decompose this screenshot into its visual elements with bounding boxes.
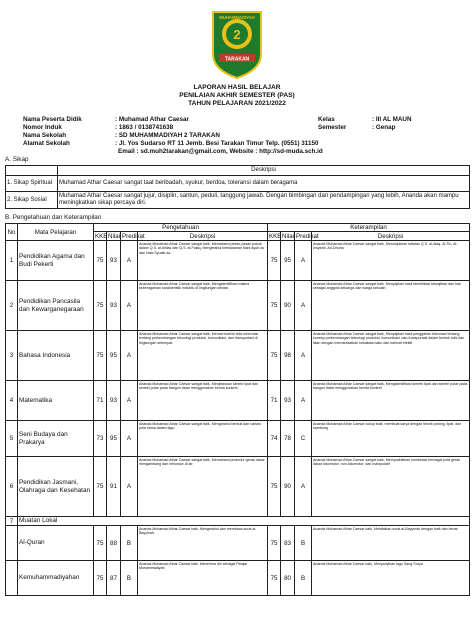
row-desc-pengetahuan: Ananda Muhamad Athar Caesar sangat baik, Mengetahui bentuk dan variasi pola irama dalam lagu. — [138, 421, 268, 457]
table-row — [6, 421, 470, 457]
header-kkb-2: KKB — [269, 232, 282, 240]
attitude-text: Muhamad Athar Caesar sangat jujur, disiplin, santun, peduli, tanggung jawab. Dengan bimbingan dan pendampingan yang lebih, Ananda akan mampu meningkatkan sikap percaya diri. — [58, 192, 470, 209]
row-kkb: 71 — [94, 381, 107, 421]
row-kkb-2: 75 — [268, 561, 281, 596]
row-predikat-2: A — [295, 281, 312, 331]
header-nilai: Nilai — [108, 232, 121, 240]
row-predikat-2: C — [295, 421, 312, 457]
row-nilai-2: 95 — [281, 241, 295, 281]
nis-value: : 1863 / 0138741638 — [115, 124, 174, 131]
school-value: : SD MUHAMMADIYAH 2 TARAKAN — [115, 132, 220, 139]
name-label: Nama Peserta Didik — [23, 116, 82, 123]
row-no: 5 — [6, 421, 18, 457]
email-value: Email : sd.muh2tarakan@gmail.com, Website : http://sd-muda.sch.id — [118, 148, 323, 155]
row-nilai-2: 98 — [281, 331, 295, 381]
header-deskripsi: Deskripsi — [138, 232, 268, 241]
row-kkb-2: 75 — [268, 281, 281, 331]
row-predikat-2: B — [295, 561, 312, 596]
row-no: 4 — [6, 381, 18, 421]
header-no: No — [6, 224, 18, 241]
table-row — [6, 331, 470, 381]
row-nilai: 95 — [107, 421, 121, 457]
row-nilai: 87 — [107, 561, 121, 596]
school-logo — [209, 8, 265, 80]
grades-table — [5, 223, 470, 596]
table-row — [6, 381, 470, 421]
row-desc-pengetahuan: Ananda Muhamad Athar Caesar sangat baik, Menjelaskan simetri lipat dan simetri putar pada bangun datar menggunakan benda konkret. — [138, 381, 268, 421]
row-subject: Muatan Lokal — [18, 517, 470, 526]
report-title: LAPORAN HASIL BELAJAR — [193, 84, 281, 91]
attitude-desc-header: Deskripsi — [58, 166, 470, 176]
row-nilai-2: 83 — [281, 526, 295, 561]
school-label: Nama Sekolah — [23, 132, 67, 139]
row-subject: Pendidikan Agama dan Budi Pekerti — [18, 241, 94, 281]
address-label: Alamat Sekolah — [23, 140, 70, 147]
header-predikat-2: Predikat — [296, 232, 319, 240]
row-desc-pengetahuan: Ananda Muhamad Athar Caesar sangat baik, Memahami pesan-pesan pokok dalam Q.S. al-Ikhlas dan Q.S. al-Falaq, Mengetahui keteladanan Nabi Ayub as dan Nabi Syuaib as. — [138, 241, 268, 281]
header-pengetahuan: Pengetahuan — [94, 224, 268, 232]
row-predikat: A — [121, 457, 138, 517]
row-predikat: A — [121, 241, 138, 281]
row-desc-keterampilan: Ananda Muhamad Athar Caesar baik, Menyanyikan lagu Sang Surya — [312, 561, 470, 596]
row-desc-keterampilan: Ananda Muhamad Athar Caesar sangat baik, Menyajikan hasil penggalian informasi tentang konsep perkembangan teknologi produksi, komunikasi, dan transportasi dalam bentuk tulis dan lisan dengan memanfaatkan kosakata baku dan kalimat efektif — [312, 331, 470, 381]
table-row — [6, 561, 470, 596]
section-b-title: B. Pengetahuan dan Keterampilan — [5, 214, 102, 221]
table-row — [6, 526, 470, 561]
row-nilai: 95 — [107, 331, 121, 381]
address-value: : Jl. Yos Sudarso RT 11 Jemb. Besi Tarakan Timur Telp. (0551) 31150 — [115, 140, 319, 147]
class-label: Kelas — [318, 116, 335, 123]
row-predikat: B — [121, 561, 138, 596]
row-predikat-2: A — [295, 381, 312, 421]
row-nilai-2: 78 — [281, 421, 295, 457]
row-nilai: 93 — [107, 241, 121, 281]
row-predikat-2: A — [295, 241, 312, 281]
table-row — [6, 241, 470, 281]
row-desc-keterampilan: Ananda Muhamad Athar Caesar sangat baik, Menyajikan hasil identifikasi kewajiban dan hak sebagai anggota keluarga dan warga sekolah — [312, 281, 470, 331]
row-predikat-2: B — [295, 526, 312, 561]
row-kkb: 73 — [94, 421, 107, 457]
row-subject: Matematika — [18, 381, 94, 421]
row-nilai-2: 80 — [281, 561, 295, 596]
table-row — [6, 281, 470, 331]
header-nilai-2: Nilai — [282, 232, 295, 240]
semester-value: : Genap — [372, 124, 396, 131]
nis-label: Nomor Induk — [23, 124, 62, 131]
header-subject: Mata Pelajaran — [18, 224, 94, 241]
attitude-table — [5, 165, 470, 209]
row-predikat: A — [121, 381, 138, 421]
row-nilai-2: 90 — [281, 457, 295, 517]
name-value: : Muhamad Athar Caesar — [115, 116, 189, 123]
row-predikat: A — [121, 281, 138, 331]
row-subject: Al-Quran — [18, 526, 94, 561]
report-subtitle: PENILAIAN AKHIR SEMESTER (PAS) — [179, 92, 295, 99]
row-desc-keterampilan: Ananda Muhamad Athar Caesar sangat baik, Menunjukkan hafalan Q.S. al-Alaq, Al-Tin, Al-Insyirah, Ad-Dhuha — [312, 241, 470, 281]
section-a-title: A. Sikap — [5, 156, 29, 163]
semester-label: Semester — [318, 124, 347, 131]
row-kkb-2: 71 — [268, 381, 281, 421]
row-desc-pengetahuan: Ananda Muhamad Athar Caesar sangat baik, Mencermati isi teks informasi tentang perkembangan teknologi produksi, komunikasi, dan transportasi di lingkungan setempat. — [138, 331, 268, 381]
row-no — [6, 561, 18, 596]
row-desc-keterampilan: Ananda Muhamad Athar Caesar sangat baik, Mempraktikkan kombinasi berbagai pola gerak dasar lokomotor, non-lokomotor, dan manipulatif — [312, 457, 470, 517]
row-predikat-2: A — [295, 457, 312, 517]
header-predikat: Predikat — [122, 232, 145, 240]
row-kkb-2: 74 — [268, 421, 281, 457]
row-desc-pengetahuan: Ananda Muhamad Athar Caesar baik, Menerima diri sebagai Pelajar Muhammadiyah — [138, 561, 268, 596]
row-subject: Kemuhammadiyahan — [18, 561, 94, 596]
report-year: TAHUN PELAJARAN 2021/2022 — [188, 100, 286, 107]
row-subject: Pendidikan Jasmani, Olahraga dan Kesehatan — [18, 457, 94, 517]
row-no: 3 — [6, 331, 18, 381]
row-nilai-2: 93 — [281, 381, 295, 421]
row-no: 7 — [6, 517, 18, 526]
row-kkb-2: 75 — [268, 526, 281, 561]
row-kkb: 75 — [94, 526, 107, 561]
row-kkb-2: 75 — [268, 457, 281, 517]
row-subject: Seni Budaya dan Prakarya — [18, 421, 94, 457]
row-desc-keterampilan: Ananda Muhamad Athar Caesar cukup baik, membuat karya dengan teknik potong, lipat, dan sambung — [312, 421, 470, 457]
logo-top-text: MUHAMMADIYAH — [219, 15, 255, 20]
row-kkb: 75 — [94, 281, 107, 331]
row-kkb: 75 — [94, 561, 107, 596]
row-predikat: B — [121, 526, 138, 561]
header-deskripsi-2: Deskripsi — [312, 232, 470, 241]
row-kkb-2: 75 — [268, 241, 281, 281]
attitude-label: 2. Sikap Sosial — [6, 192, 58, 209]
attitude-label: 1. Sikap Spiritual — [6, 176, 58, 192]
row-kkb: 75 — [94, 241, 107, 281]
row-desc-pengetahuan: Ananda Muhamad Athar Caesar sangat baik, Memahami prosedur gerak dasar mengambang dan meluncur di air. — [138, 457, 268, 517]
row-no: 2 — [6, 281, 18, 331]
row-subject: Bahasa Indonesia — [18, 331, 94, 381]
class-value: : III AL MAUN — [372, 116, 412, 123]
row-predikat: A — [121, 331, 138, 381]
table-row — [6, 457, 470, 517]
row-kkb: 75 — [94, 457, 107, 517]
row-nilai: 88 — [107, 526, 121, 561]
row-nilai: 93 — [107, 281, 121, 331]
row-no: 1 — [6, 241, 18, 281]
row-desc-keterampilan: Ananda Muhamad Athar Caesar baik, Melafalkan surat al-Bayyinah dengan baik dan benar — [312, 526, 470, 561]
row-desc-keterampilan: Ananda Muhamad Athar Caesar sangat baik, Mengidentifikasi simetri lipat dan simetri putar pada bangun datar menggunakan benda konkret — [312, 381, 470, 421]
row-no: 6 — [6, 457, 18, 517]
attitude-text: Muhamad Athar Caesar sangat taat beribadah, syukur, berdoa, toleransi dalam beragama — [58, 176, 470, 192]
row-desc-pengetahuan: Ananda Muhamad Athar Caesar sangat baik, Mengidentifikasi makna keberagaman karakteristik individu di lingkungan sekitar. — [138, 281, 268, 331]
header-kkb: KKB — [95, 232, 108, 240]
table-row — [6, 517, 470, 526]
row-predikat-2: A — [295, 331, 312, 381]
row-kkb-2: 75 — [268, 331, 281, 381]
row-nilai: 91 — [107, 457, 121, 517]
header-keterampilan: Keterampilan — [268, 224, 470, 232]
row-nilai: 93 — [107, 381, 121, 421]
attitude-corner-cell — [6, 166, 58, 176]
logo-bottom-text: TARAKAN — [224, 56, 250, 63]
row-desc-pengetahuan: Ananda Muhamad Athar Caesar baik, Mengetahui dan membaca surat al-Bayyinah. — [138, 526, 268, 561]
row-subject: Pendidikan Pancasila dan Kewarganegaraan — [18, 281, 94, 331]
row-no — [6, 526, 18, 561]
row-nilai-2: 90 — [281, 281, 295, 331]
row-predikat: A — [121, 421, 138, 457]
row-kkb: 75 — [94, 331, 107, 381]
logo-number: 2 — [233, 27, 241, 42]
